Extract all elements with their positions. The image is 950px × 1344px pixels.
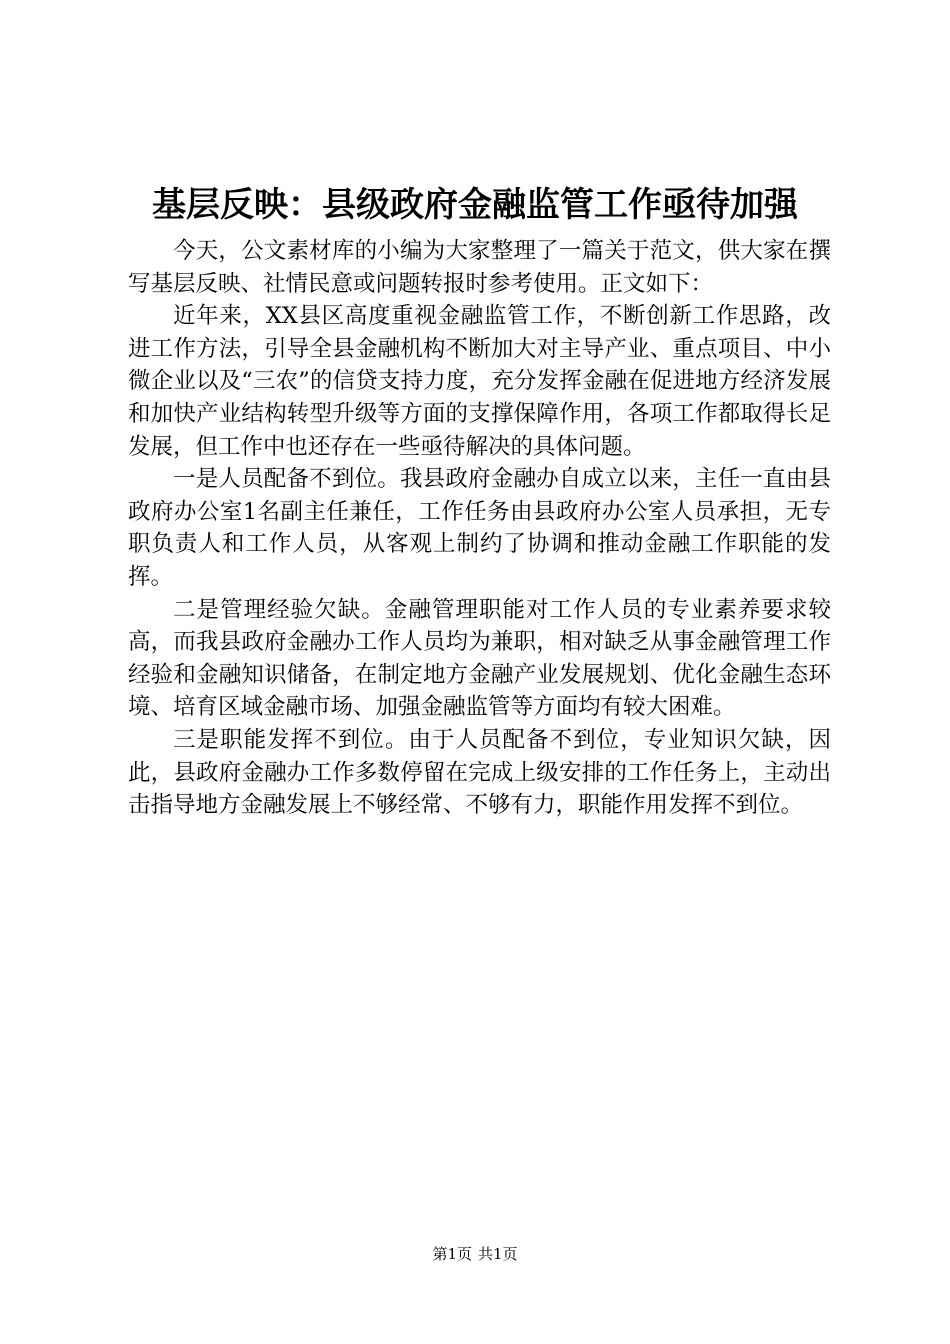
issue-two-paragraph: 二是管理经验欠缺。金融管理职能对工作人员的专业素养要求较高，而我县政府金融办工作人员均为兼职，相对缺乏从事金融管理工作经验和金融知识储备，在制定地方金融产业发展规划、优化金融生态环境、培育区域金融市场、加强金融监管等方面均有较大困难。	[128, 596, 831, 721]
intro-paragraph: 今天，公文素材库的小编为大家整理了一篇关于范文，供大家在撰写基层反映、社情民意或问题转报时参考使用。正文如下：	[128, 238, 831, 297]
background-paragraph: 近年来，XX县区高度重视金融监管工作，不断创新工作思路，改进工作方法，引导全县金融机构不断加大对主导产业、重点项目、中小微企业以及“三农”的信贷支持力度，充分发挥金融在促进地方经济发展和加快产业结构转型升级等方面的支撑保障作用，各项工作都取得长足发展，但工作中也还存在一些亟待解决的具体问题。	[128, 303, 831, 460]
document-title: 基层反映：县级政府金融监管工作亟待加强	[152, 185, 798, 225]
page-footer	[0, 1244, 950, 1264]
page-total: 共1页	[478, 1245, 518, 1263]
page-number: 第1页	[432, 1245, 472, 1263]
document-body	[128, 235, 831, 822]
issue-one-paragraph: 一是人员配备不到位。我县政府金融办自成立以来，主任一直由县政府办公室1名副主任兼任，工作任务由县政府办公室人员承担，无专职负责人和工作人员，从客观上制约了协调和推动金融工作职能的发挥。	[128, 466, 831, 590]
issue-three-paragraph: 三是职能发挥不到位。由于人员配备不到位，专业知识欠缺，因此，县政府金融办工作多数停留在完成上级安排的工作任务上，主动出击指导地方金融发展上不够经常、不够有力，职能作用发挥不到位。	[128, 726, 831, 819]
